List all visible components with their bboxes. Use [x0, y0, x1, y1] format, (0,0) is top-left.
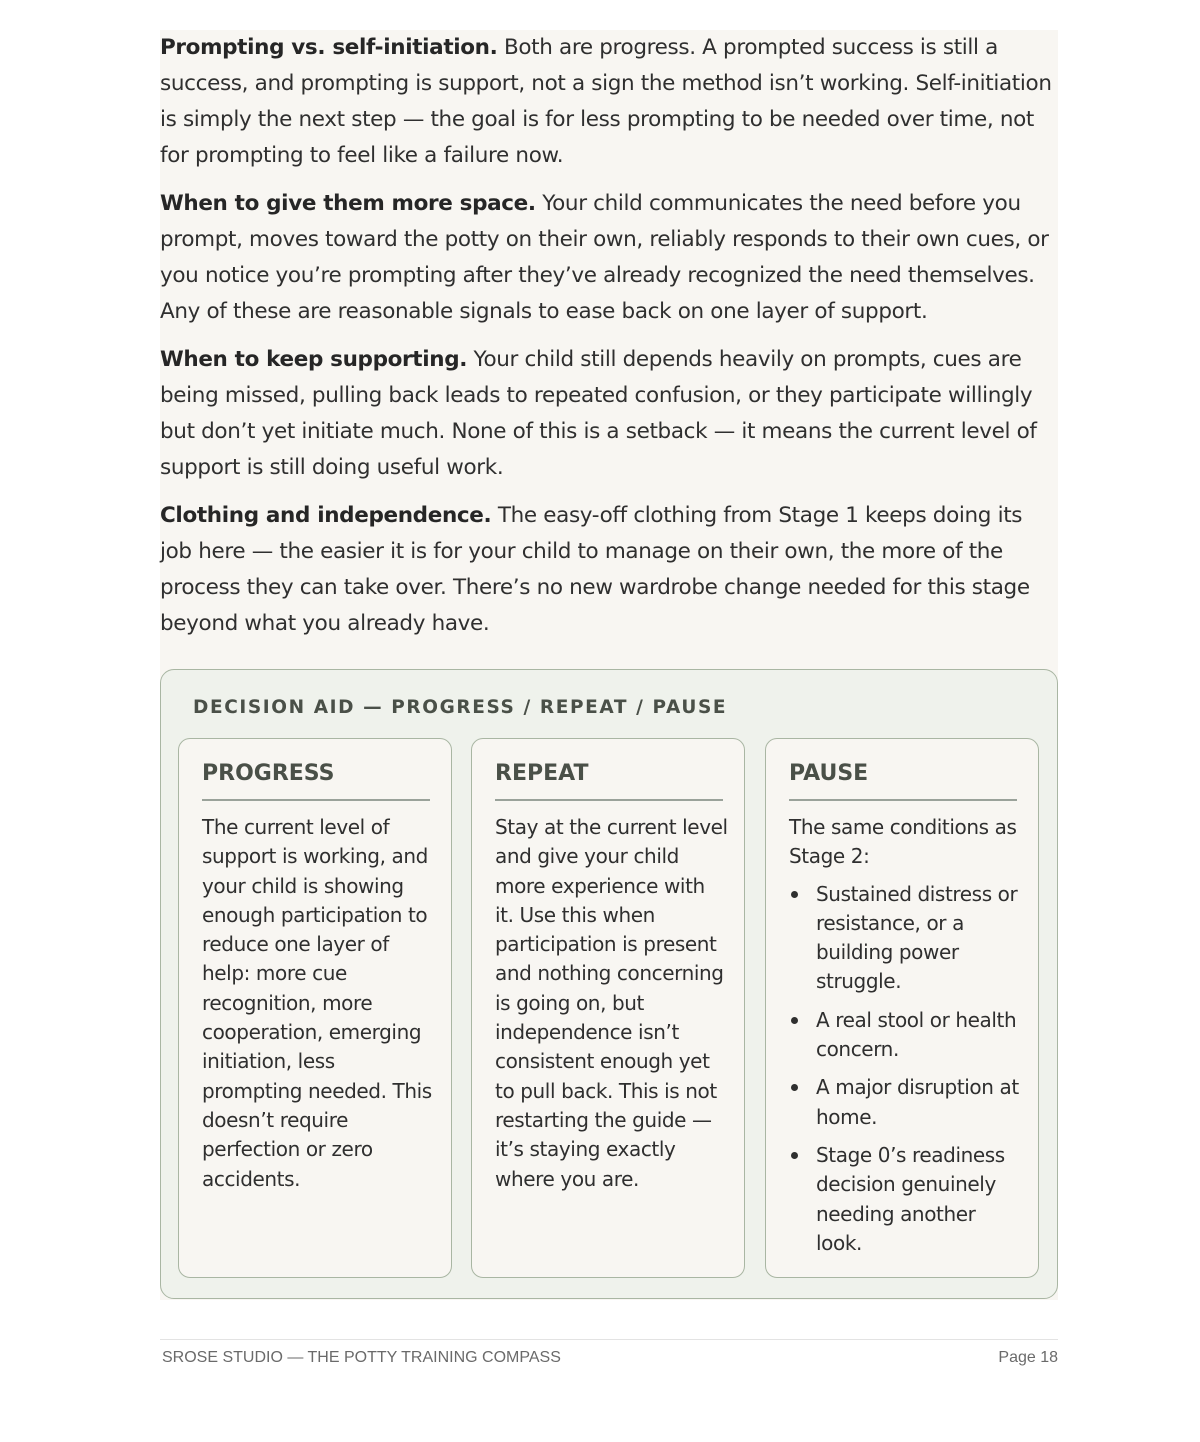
paragraph-more-space [160, 186, 1058, 330]
card-body: The same conditions as Stage 2: [789, 815, 1017, 869]
card-body-container [789, 813, 1023, 1267]
list-item: Sustained distress or resistance, or a building power struggle. [789, 880, 1023, 997]
paragraph-clothing [160, 498, 1058, 642]
pause-conditions-list [789, 880, 1023, 1259]
repeat-card [471, 738, 745, 1278]
card-heading: PAUSE [789, 761, 1017, 801]
footer-divider [160, 1339, 1058, 1340]
paragraph-prompting [160, 30, 1058, 174]
content-panel [160, 30, 1058, 1300]
list-item: Stage 0’s readiness decision genuinely needing another look. [789, 1141, 1023, 1258]
paragraph-lead: When to give them more space. [160, 191, 536, 216]
paragraph-text: Your child communicates the need before you prompt, moves toward the potty on their own, reliably responds to their own cues, or you notice you’re prompting after they’ve already recognized the need themselves. Any of these are reasonable signals to ease back on one layer of support. [160, 191, 1049, 324]
paragraph-lead: Clothing and independence. [160, 503, 492, 528]
paragraph-lead: When to keep supporting. [160, 347, 468, 372]
pause-card [765, 738, 1039, 1278]
footer-title: SROSE STUDIO — THE POTTY TRAINING COMPASS [162, 1349, 561, 1366]
progress-card [178, 738, 452, 1278]
paragraph-lead: Prompting vs. self-initiation. [160, 35, 498, 60]
card-heading: PROGRESS [202, 761, 430, 801]
paragraph-text: The easy-off clothing from Stage 1 keeps doing its job here — the easier it is for your child to manage on their own, the more of the process they can take over. There’s no new wardrobe change needed for this stage beyond what you already have. [160, 503, 1030, 636]
decision-aid-title: DECISION AID — PROGRESS / REPEAT / PAUSE [193, 697, 728, 718]
paragraph-keep-supporting [160, 342, 1058, 486]
paragraph-text: Both are progress. A prompted success is still a success, and prompting is support, not a sign the method isn’t working. Self-initiation is simply the next step — the goal is for less prompting to be needed over time, not for prompting to feel like a failure now. [160, 35, 1052, 168]
body-text [160, 30, 1058, 654]
paragraph-text: Your child still depends heavily on prompts, cues are being missed, pulling back leads to repeated confusion, or they participate willingly but don’t yet initiate much. None of this is a setback — it means the current level of support is still doing useful work. [160, 347, 1037, 480]
decision-aid-box [160, 669, 1058, 1299]
list-item: A major disruption at home. [789, 1073, 1023, 1132]
page-number: Page 18 [998, 1349, 1058, 1366]
list-item: A real stool or health concern. [789, 1006, 1023, 1065]
card-body: Stay at the current level and give your child more experience with it. Use this when participation is present and nothing concerning is going on, but independence isn’t consistent enough yet to pull back. This is not restarting the guide — it’s staying exactly where you are. [495, 815, 728, 1191]
card-heading: REPEAT [495, 761, 723, 801]
card-body: The current level of support is working, and your child is showing enough participation to reduce one layer of help: more cue recognition, more cooperation, emerging initiation, less prompting needed. This doesn’t require perfection or zero accidents. [202, 815, 432, 1191]
